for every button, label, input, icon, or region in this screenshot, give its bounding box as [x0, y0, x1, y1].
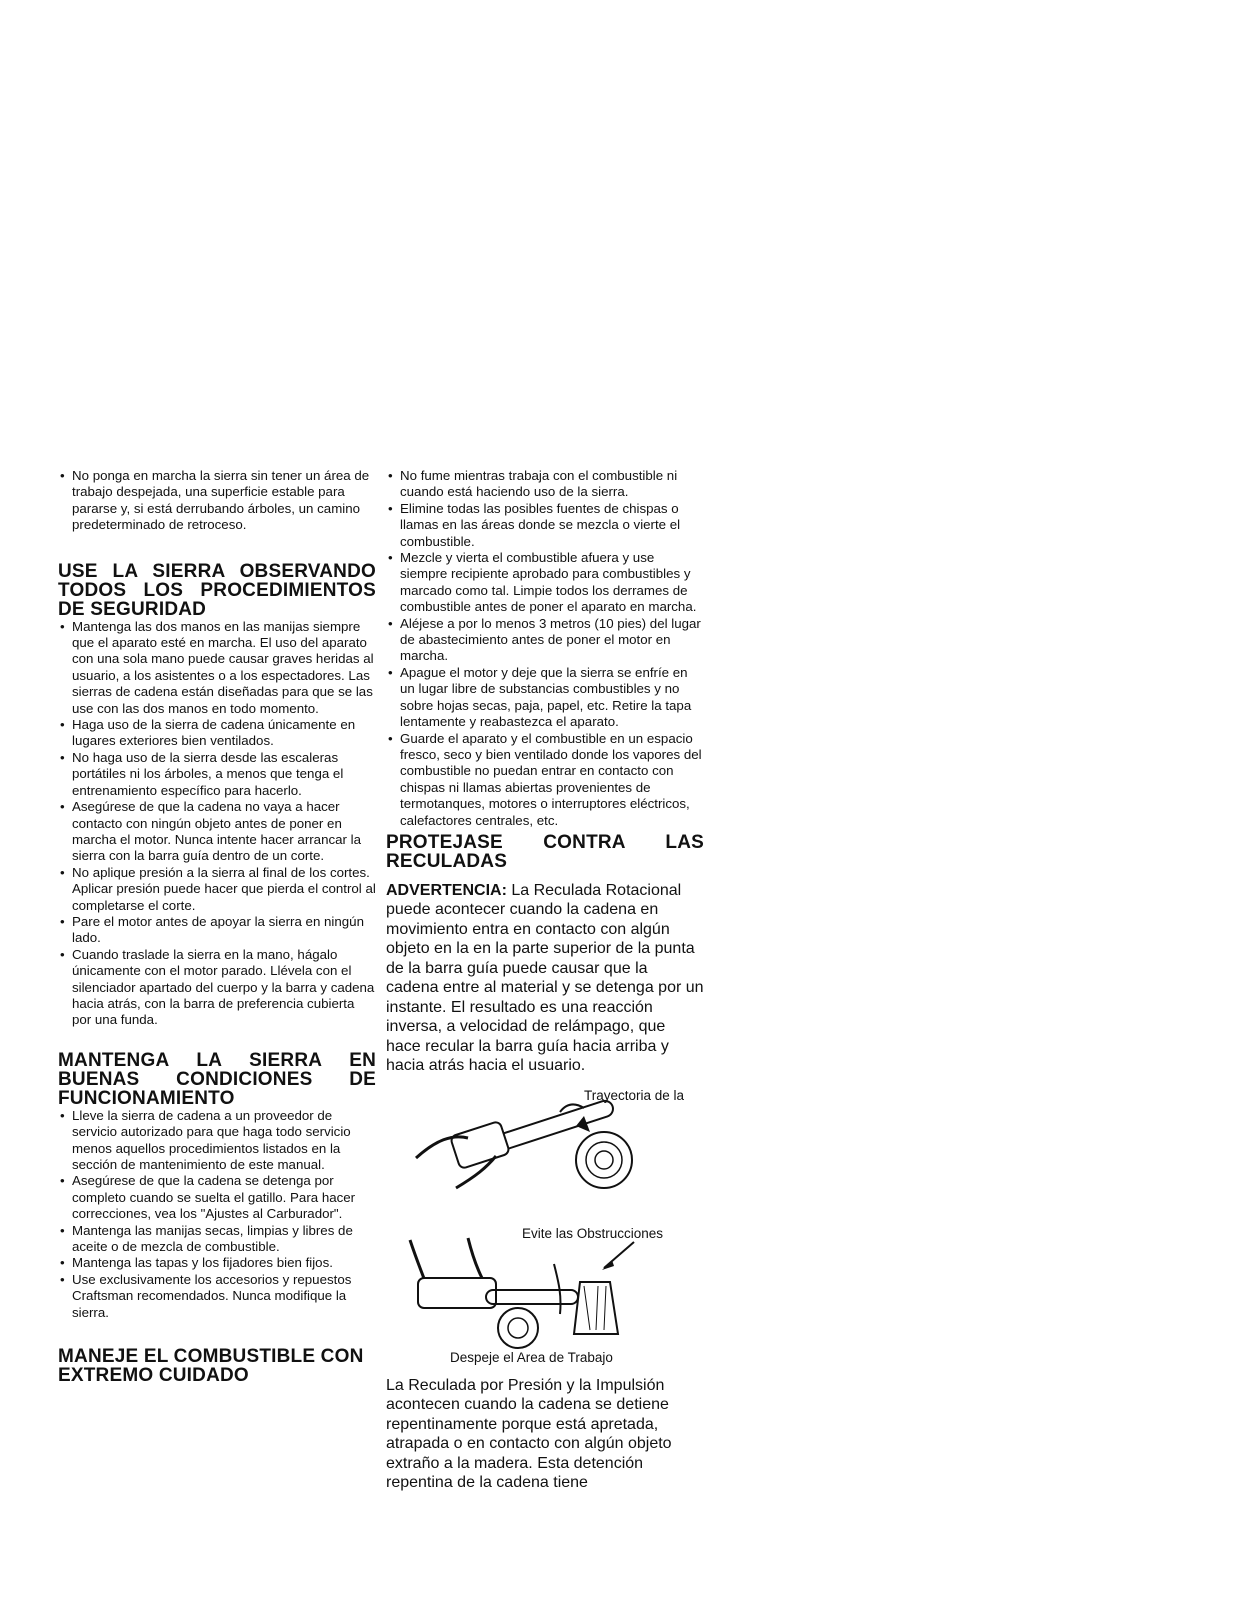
- list-item: • Mantenga las dos manos en las manijas siempre que el aparato esté en marcha. El uso del aparato con una sola mano puede causar graves heridas al usuario, a los asistentes o a los espectadores. Las sierras de cadena están diseñadas para que se las use con las dos manos en todo momento.: [58, 619, 376, 717]
- list-item: • No aplique presión a la sierra al final de los cortes. Aplicar presión puede hacer que pierda el control al completarse el corte.: [58, 865, 376, 914]
- warning-paragraph: [386, 881, 704, 1076]
- list-item: • No haga uso de la sierra desde las escaleras portátiles ni los árboles, a menos que tenga el entrenamiento específico para hacerlo.: [58, 750, 376, 799]
- closing-paragraph: La Reculada por Presión y la Impulsión acontecen cuando la cadena se detiene repentinamente porque está apretada, atrapada o en contacto con algún objeto extraño a la madera. Esta detención repentina de la cadena tiene: [386, 1376, 672, 1492]
- obstructions-illustration: [404, 1234, 644, 1352]
- warning-text: La Reculada Rotacional puede acontecer cuando la cadena en movimiento entra en contacto con algún objeto en la en la parte superior de la punta de la barra guía puede causar que la cadena entre al material y se detenga por un instante. El resultado es una reacción inversa, a velocidad de relámpago, que hace recular la barra guía hacia arriba y hacia atrás hacia el usuario.: [386, 881, 704, 1075]
- list-item: • Use exclusivamente los accesorios y repuestos Craftsman recomendados. Nunca modifique la sierra.: [58, 1272, 376, 1321]
- obstructions-figure: [386, 1226, 704, 1368]
- list-item: • Aléjese a por lo menos 3 metros (10 pies) del lugar de abastecimiento antes de poner el motor en marcha.: [386, 616, 704, 665]
- section-heading-use-saw-line3: DE SEGURIDAD: [58, 598, 207, 620]
- section-heading-kickback: PROTEJASE CONTRA LAS: [386, 831, 704, 853]
- section-heading-kickback-line2: RECULADAS: [386, 850, 508, 872]
- left-column: [58, 468, 376, 1385]
- section-heading-use-saw-line2: TODOS LOS PROCEDIMIENTOS: [58, 579, 376, 601]
- section-heading-fuel-line2: EXTREMO CUIDADO: [58, 1365, 249, 1387]
- figure-label-trajectory: Trayectoria de la: [584, 1087, 685, 1103]
- list-item: • No ponga en marcha la sierra sin tener un área de trabajo despejada, una superficie estable para pararse y, si está derrubando árboles, un camino predeterminado de retroceso.: [58, 468, 376, 534]
- safety-procedures-list: [58, 619, 376, 1029]
- figure-caption-clear-area: Despeje el Area de Trabajo: [450, 1349, 613, 1365]
- list-item: • Mantenga las manijas secas, limpias y libres de aceite o de mezcla de combustible.: [58, 1223, 376, 1256]
- section-heading-maintain-line3: FUNCIONAMIENTO: [58, 1087, 235, 1109]
- list-item: • Mezcle y vierta el combustible afuera y use siempre recipiente aprobado para combustibles y marcado como tal. Limpie todos los derrames de combustible antes de poner el aparato en marcha.: [386, 550, 704, 616]
- section-heading-maintain-line2: BUENAS CONDICIONES DE: [58, 1068, 376, 1090]
- warning-label: ADVERTENCIA:: [386, 881, 507, 899]
- section-heading-use-saw: USE LA SIERRA OBSERVANDO: [58, 560, 376, 582]
- list-item: • Guarde el aparato y el combustible en un espacio fresco, seco y bien ventilado donde los vapores del combustible no puedan entrar en contacto con chispas ni llamas abiertas provenientes de termotanques, motores o interruptores eléctricos, calefactores centrales, etc.: [386, 731, 704, 829]
- list-item: • Pare el motor antes de apoyar la sierra en ningún lado.: [58, 914, 376, 947]
- section-heading-fuel: MANEJE EL COMBUSTIBLE CON: [58, 1346, 364, 1368]
- list-item: • Asegúrese de que la cadena no vaya a hacer contacto con ningún objeto antes de poner en marcha el motor. Nunca intente hacer arrancar la sierra con la barra guía dentro de un corte.: [58, 799, 376, 865]
- figure-label-obstructions: Evite las Obstrucciones: [522, 1225, 664, 1241]
- list-item: • Apague el motor y deje que la sierra se enfríe en un lugar libre de substancias combustibles y no sobre hojas secas, paja, papel, etc. Retire la tapa lentamente y reabastezca el aparato.: [386, 665, 704, 731]
- rotational-kickback-figure: [386, 1080, 704, 1200]
- list-item: • Cuando traslade la sierra en la mano, hágalo únicamente con el motor parado. Llévela con el silenciador apartado del cuerpo y la barra y cadena hacia atrás, con la barra de preferencia cubierta por una funda.: [58, 947, 376, 1029]
- section-heading-maintain: MANTENGA LA SIERRA EN: [58, 1049, 376, 1071]
- list-item: • Asegúrese de que la cadena se detenga por completo cuando se suelta el gatillo. Para hacer correcciones, vea los "Ajustes al Carburador".: [58, 1173, 376, 1222]
- list-item: • No fume mientras trabaja con el combustible ni cuando está haciendo uso de la sierra.: [386, 468, 704, 501]
- fuel-handling-list: [386, 468, 704, 829]
- list-item: • Haga uso de la sierra de cadena únicamente en lugares exteriores bien ventilados.: [58, 717, 376, 750]
- list-item: • Mantenga las tapas y los fijadores bien fijos.: [58, 1255, 376, 1271]
- list-item: • Lleve la sierra de cadena a un proveedor de servicio autorizado para que haga todo servicio menos aquellos procedimientos listados en la sección de mantenimiento de este manual.: [58, 1108, 376, 1174]
- maintenance-list: [58, 1108, 376, 1321]
- list-item: • Elimine todas las posibles fuentes de chispas o llamas en las áreas donde se mezcla o vierte el combustible.: [386, 501, 704, 550]
- intro-bullet-list: [58, 468, 376, 534]
- right-column: [386, 468, 704, 1493]
